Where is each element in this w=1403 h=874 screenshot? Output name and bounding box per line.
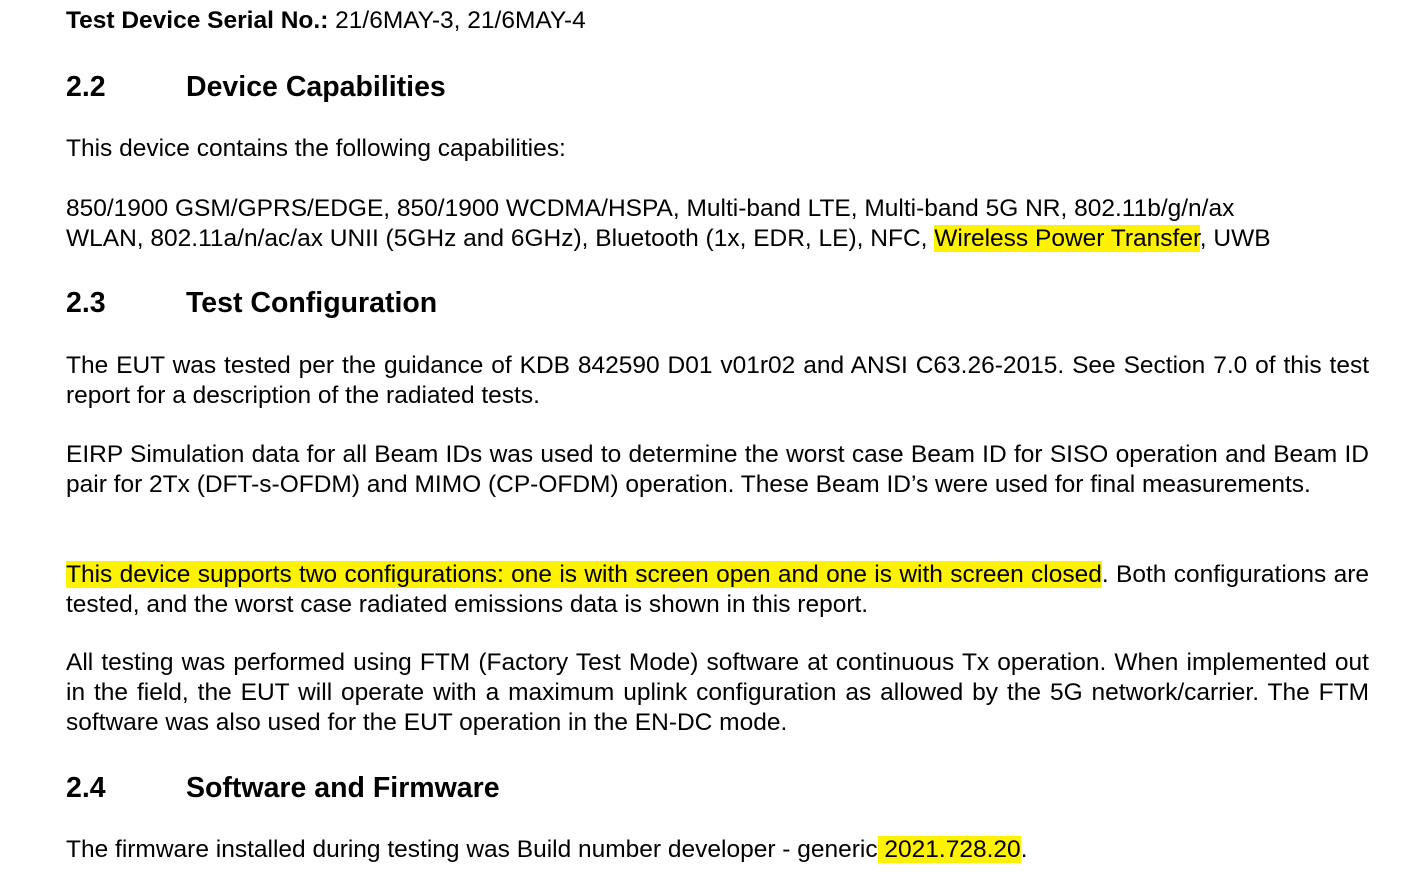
section-title: Test Configuration — [186, 287, 438, 319]
capabilities-text: WLAN, 802.11a/n/ac/ax UNII (5GHz and 6GHz), Bluetooth (1x, EDR, LE), NFC, — [66, 225, 935, 252]
capabilities-line — [66, 224, 1369, 254]
serial-value: 21/6MAY-3, 21/6MAY-4 — [328, 7, 586, 34]
section-number: 2.2 — [66, 71, 106, 103]
paragraph — [66, 835, 1028, 865]
capabilities-line: 850/1900 GSM/GPRS/EDGE, 850/1900 WCDMA/HSPA, Multi-band LTE, Multi-band 5G NR, 802.11b/g/n/ax — [66, 195, 1235, 222]
section-title: Software and Firmware — [186, 772, 500, 804]
paragraph-text: . Both configurations are tested, and the worst case radiated emissions data is shown in this report. — [66, 561, 1370, 618]
highlighted-text: 2021.728.20 — [877, 836, 1021, 863]
paragraph-text: The firmware installed during testing was Build number developer - generic — [66, 836, 878, 863]
serial-label: Test Device Serial No.: — [66, 7, 329, 34]
paragraph: EIRP Simulation data for all Beam IDs was used to determine the worst case Beam ID for SISO operation and Beam ID pair for 2Tx (DFT-s-OFDM) and MIMO (CP-OFDM) operation. These Beam ID’s were used for final measurements. — [66, 441, 1369, 498]
section-number: 2.3 — [66, 287, 106, 319]
paragraph: All testing was performed using FTM (Factory Test Mode) software at continuous Tx operation. When implemented out in the field, the EUT will operate with a maximum uplink configuration as allowed by the 5G network/carrier. The FTM software was also used for the EUT operation in the EN-DC mode. — [66, 649, 1369, 736]
highlighted-text: This device supports two configurations: one is with screen open and one is with screen closed — [66, 561, 1102, 588]
serial-line — [66, 6, 586, 36]
section-number: 2.4 — [66, 772, 106, 804]
paragraph: The EUT was tested per the guidance of KDB 842590 D01 v01r02 and ANSI C63.26-2015. See Section 7.0 of this test report for a description of the radiated tests. — [66, 352, 1369, 409]
paragraph-text: . — [1020, 836, 1028, 863]
section-heading-2-3 — [66, 286, 437, 320]
section-title: Device Capabilities — [186, 71, 446, 103]
capabilities-intro: This device contains the following capabilities: — [66, 135, 566, 162]
capabilities-text: , UWB — [1199, 225, 1271, 252]
section-heading-2-4 — [66, 771, 500, 805]
paragraph — [66, 560, 1369, 620]
section-heading-2-2 — [66, 70, 446, 104]
highlighted-text: Wireless Power Transfer — [934, 225, 1200, 252]
capabilities-list — [66, 194, 1369, 254]
